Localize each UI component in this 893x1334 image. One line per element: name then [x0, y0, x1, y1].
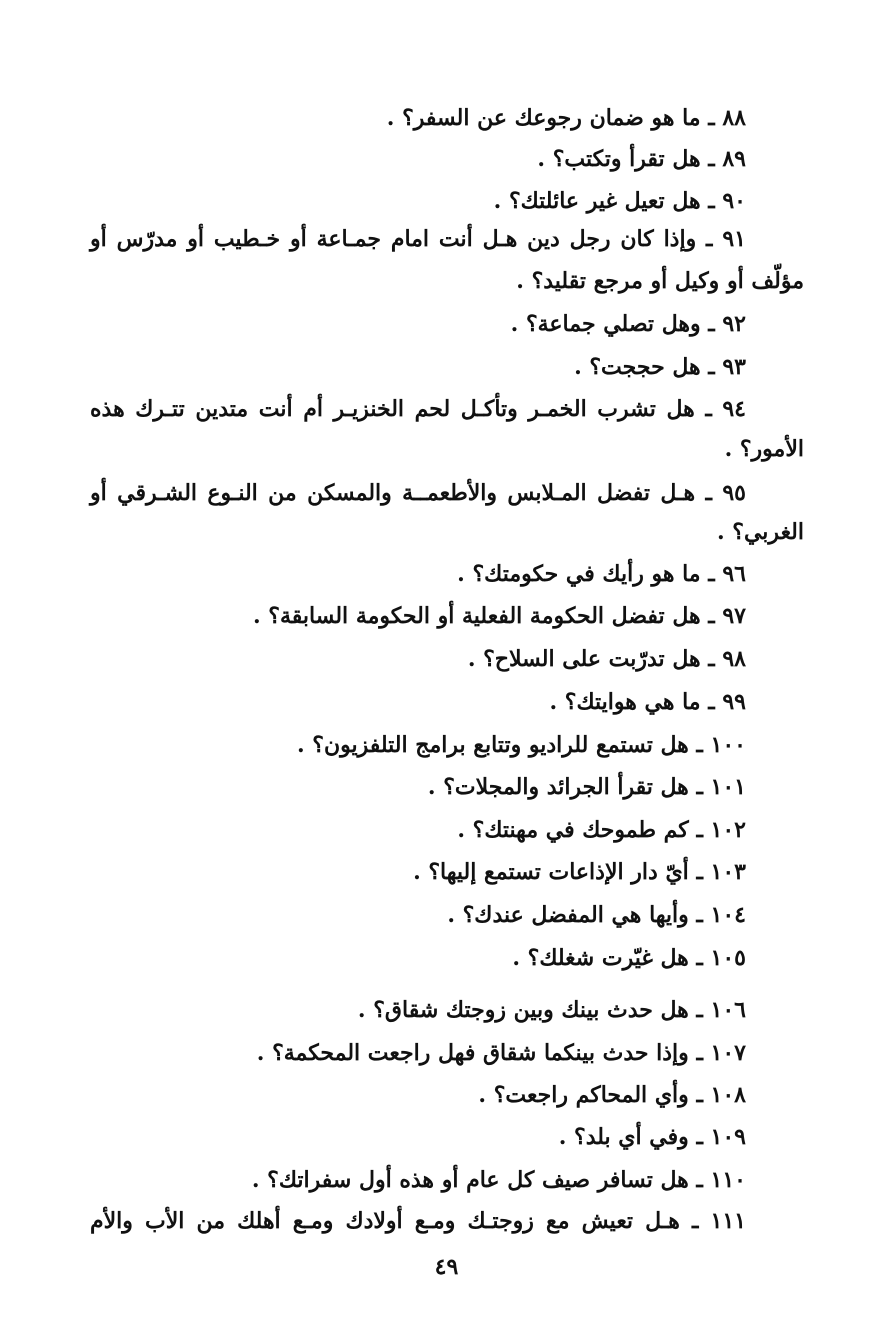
question-88: ٨٨ ـ ما هو ضمان رجوعك عن السفر؟ . — [386, 105, 746, 131]
question-110: ١١٠ ـ هل تسافر صيف كل عام أو هذه أول سفراتك؟ . — [251, 1167, 746, 1193]
question-90: ٩٠ ـ هل تعيل غير عائلتك؟ . — [493, 188, 746, 214]
question-97: ٩٧ ـ هل تفضل الحكومة الفعلية أو الحكومة السابقة؟ . — [252, 603, 746, 629]
question-104: ١٠٤ ـ وأيها هي المفضل عندك؟ . — [447, 902, 746, 928]
question-91-continuation: مؤلّف أو وكيل أو مرجع تقليد؟ . — [516, 268, 804, 294]
question-94-continuation: الأمور؟ . — [724, 436, 804, 462]
question-107: ١٠٧ ـ وإذا حدث بينكما شقاق فهل راجعت المحكمة؟ . — [256, 1040, 746, 1066]
question-111: ١١١ ـ هـل تعيش مع زوجتـك ومـع أولادك ومـع أهلك من الأب والأم — [90, 1208, 746, 1234]
question-96: ٩٦ ـ ما هو رأيك في حكومتك؟ . — [457, 561, 746, 587]
question-93: ٩٣ ـ هل حججت؟ . — [574, 354, 746, 380]
question-105: ١٠٥ ـ هل غيّرت شغلك؟ . — [512, 945, 746, 971]
question-109: ١٠٩ ـ وفي أي بلد؟ . — [558, 1124, 746, 1150]
question-95-continuation: الغربي؟ . — [716, 519, 804, 545]
question-94: ٩٤ ـ هل تشرب الخمـر وتأكـل لحم الخنزيـر أم أنت متدين تتـرك هذه — [90, 396, 746, 422]
question-99: ٩٩ ـ ما هي هوايتك؟ . — [549, 689, 746, 715]
question-89: ٨٩ ـ هل تقرأ وتكتب؟ . — [537, 146, 746, 172]
question-91: ٩١ ـ وإذا كان رجل دين هـل أنت امام جمـاعة أو خـطيب أو مدرّس أو — [90, 226, 746, 252]
question-95: ٩٥ ـ هـل تفضل المـلابس والأطعمــة والمسكن من النـوع الشـرقي أو — [90, 480, 746, 506]
question-100: ١٠٠ ـ هل تستمع للراديو وتتابع برامج التلفزيون؟ . — [296, 732, 746, 758]
question-98: ٩٨ ـ هل تدرّبت على السلاح؟ . — [467, 646, 746, 672]
page-number: ٤٩ — [434, 1254, 459, 1280]
question-102: ١٠٢ ـ كم طموحك في مهنتك؟ . — [457, 817, 746, 843]
question-106: ١٠٦ ـ هل حدث بينك وبين زوجتك شقاق؟ . — [357, 997, 746, 1023]
question-92: ٩٢ ـ وهل تصلي جماعة؟ . — [510, 311, 746, 337]
question-103: ١٠٣ ـ أيّ دار الإذاعات تستمع إليها؟ . — [413, 859, 746, 885]
question-101: ١٠١ ـ هل تقرأ الجرائد والمجلات؟ . — [427, 774, 746, 800]
question-108: ١٠٨ ـ وأي المحاكم راجعت؟ . — [478, 1082, 746, 1108]
